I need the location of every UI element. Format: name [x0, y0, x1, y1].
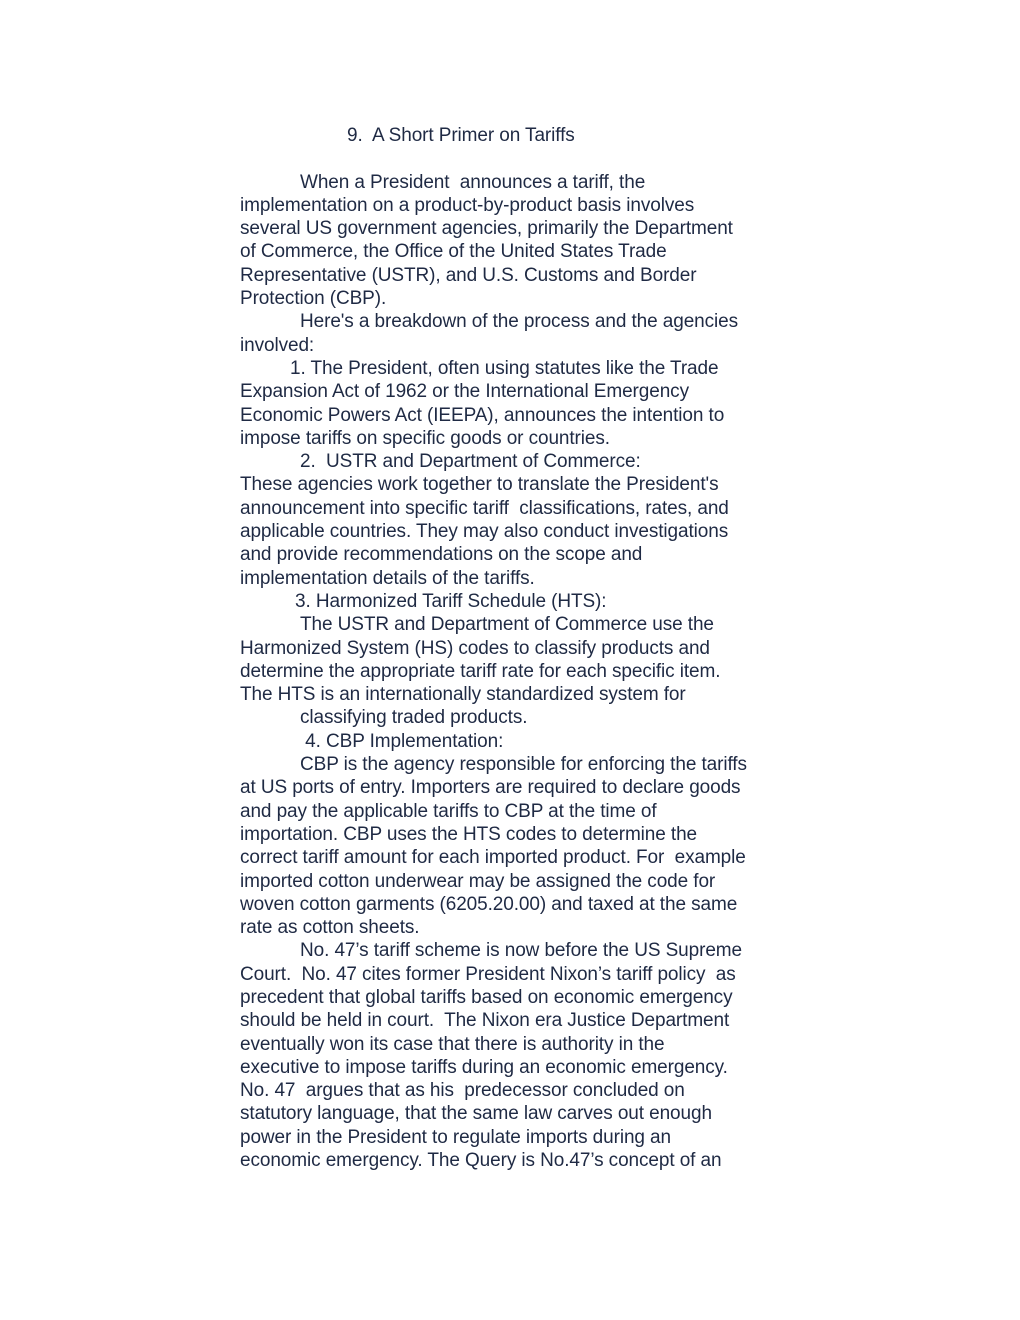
text-line: announcement into specific tariff classifications, rates, and — [240, 497, 729, 519]
text-line: No. 47’s tariff scheme is now before the US Supreme — [300, 940, 742, 962]
text-line: Court. No. 47 cites former President Nixon’s tariff policy as — [240, 963, 736, 985]
text-line: executive to impose tariffs during an economic emergency. — [240, 1056, 728, 1078]
document-body — [240, 124, 840, 1172]
text-line: The USTR and Department of Commerce use the — [300, 614, 714, 636]
text-line: rate as cotton sheets. — [240, 917, 420, 939]
text-line: several US government agencies, primarily the Department — [240, 218, 733, 240]
text-line: correct tariff amount for each imported product. For example — [240, 847, 746, 869]
text-line — [240, 147, 840, 170]
text-line: statutory language, that the same law carves out enough — [240, 1103, 712, 1125]
text-line: These agencies work together to translate the President's — [240, 474, 719, 496]
text-line: importation. CBP uses the HTS codes to determine the — [240, 823, 698, 845]
text-line: economic emergency. The Query is No.47’s concept of an — [240, 1150, 722, 1172]
text-line: 1. The President, often using statutes like the Trade — [290, 357, 719, 379]
text-line: eventually won its case that there is authority in the — [240, 1033, 665, 1055]
text-line: Here's a breakdown of the process and the agencies — [300, 311, 739, 333]
text-line: and provide recommendations on the scope and — [240, 544, 643, 566]
text-line: determine the appropriate tariff rate for each specific item. — [240, 660, 721, 682]
text-line: 4. CBP Implementation: — [300, 730, 504, 752]
text-line: power in the President to regulate imports during an — [240, 1126, 671, 1148]
text-line: Expansion Act of 1962 or the International Emergency — [240, 381, 689, 403]
text-line: The HTS is an internationally standardized system for — [240, 684, 686, 706]
text-line: imported cotton underwear may be assigned the code for — [240, 870, 716, 892]
text-line: Protection (CBP). — [240, 288, 387, 310]
text-line: CBP is the agency responsible for enforcing the tariffs — [300, 754, 747, 776]
text-line: Economic Powers Act (IEEPA), announces the intention to — [240, 404, 725, 426]
text-line: Representative (USTR), and U.S. Customs and Border — [240, 264, 697, 286]
text-line: impose tariffs on specific goods or countries. — [240, 427, 610, 449]
text-line: woven cotton garments (6205.20.00) and taxed at the same — [240, 893, 738, 915]
text-line: classifying traded products. — [300, 707, 528, 729]
text-line: No. 47 argues that as his predecessor concluded on — [240, 1080, 685, 1102]
section-heading: 9. A Short Primer on Tariffs — [347, 125, 575, 146]
text-line: at US ports of entry. Importers are required to declare goods — [240, 777, 741, 799]
text-line: precedent that global tariffs based on economic emergency — [240, 986, 733, 1008]
text-line: implementation on a product-by-product basis involves — [240, 194, 695, 216]
text-line: 3. Harmonized Tariff Schedule (HTS): — [295, 590, 607, 612]
text-line: implementation details of the tariffs. — [240, 567, 535, 589]
text-line: applicable countries. They may also conduct investigations — [240, 521, 729, 543]
text-line: of Commerce, the Office of the United States Trade — [240, 241, 667, 263]
text-line: should be held in court. The Nixon era Justice Department — [240, 1010, 730, 1032]
text-line: involved: — [240, 334, 315, 356]
text-line: 2. USTR and Department of Commerce: — [300, 451, 641, 473]
text-line: and pay the applicable tariffs to CBP at the time of — [240, 800, 657, 822]
text-line: Harmonized System (HS) codes to classify products and — [240, 637, 710, 659]
text-line: When a President announces a tariff, the — [300, 171, 646, 193]
